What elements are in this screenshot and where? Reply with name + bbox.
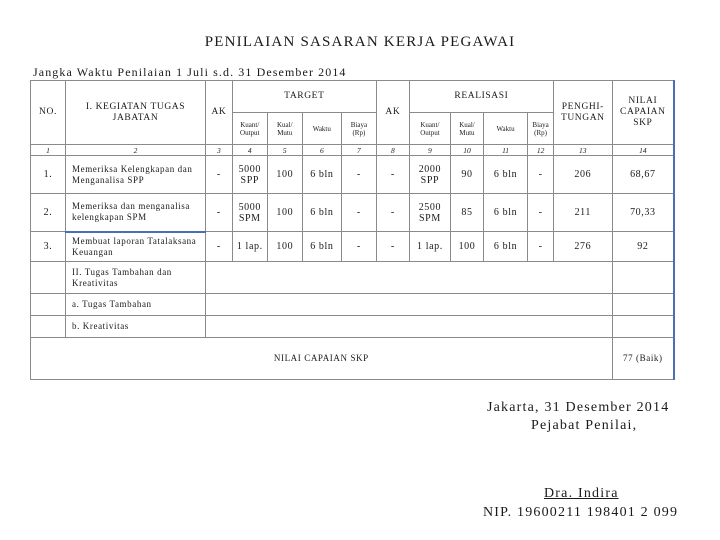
section2a-label: a. Tugas Tambahan <box>66 294 206 316</box>
header-row <box>31 81 675 113</box>
row-no: 1. <box>31 156 66 194</box>
row-target-waktu: 6 bln <box>302 232 341 262</box>
empty-cell <box>612 316 674 338</box>
row-no: 2. <box>31 194 66 232</box>
subheader-realisasi-waktu: Waktu <box>483 113 527 145</box>
header-no: NO. <box>31 81 66 145</box>
subheader-target-waktu: Waktu <box>302 113 341 145</box>
row-target-kual: 100 <box>267 194 302 232</box>
row-target-biaya: - <box>341 194 376 232</box>
signature-block <box>483 400 707 520</box>
row-nilai: 68,67 <box>612 156 674 194</box>
subheader-target-kuant: Kuant/ Output <box>232 113 267 145</box>
empty-cell <box>206 262 613 294</box>
col-number: 9 <box>409 145 450 156</box>
header-realisasi: REALISASI <box>409 81 553 113</box>
empty-cell <box>31 316 66 338</box>
row-realisasi-kual: 90 <box>451 156 484 194</box>
row-target-biaya: - <box>341 232 376 262</box>
header-activity: I. KEGIATAN TUGAS JABATAN <box>66 81 206 145</box>
section2a-row <box>31 294 675 316</box>
row-realisasi-kuant: 2500 SPM <box>409 194 450 232</box>
section2-row <box>31 262 675 294</box>
section2b-label: b. Kreativitas <box>66 316 206 338</box>
row-realisasi-kual: 100 <box>451 232 484 262</box>
section2b-row <box>31 316 675 338</box>
row-nilai: 70,33 <box>612 194 674 232</box>
row-ak: - <box>206 194 233 232</box>
row-realisasi-ak: - <box>376 232 409 262</box>
signature-name: Dra. Indira <box>544 486 619 501</box>
row-realisasi-waktu: 6 bln <box>483 156 527 194</box>
row-realisasi-biaya: - <box>528 232 554 262</box>
row-target-kuant: 5000 SPP <box>232 156 267 194</box>
subheader-target-biaya: Biaya (Rp) <box>341 113 376 145</box>
row-realisasi-ak: - <box>376 194 409 232</box>
signature-nip: NIP. 19600211 198401 2 099 <box>483 505 679 520</box>
header-nilai: NILAI CAPAIAN SKP <box>612 81 674 145</box>
col-number: 14 <box>612 145 674 156</box>
row-realisasi-kual: 85 <box>451 194 484 232</box>
row-activity: Memeriksa Kelengkapan dan Menganalisa SPP <box>66 156 206 194</box>
row-ak: - <box>206 232 233 262</box>
table-row <box>31 232 675 262</box>
signature-role: Pejabat Penilai, <box>531 418 638 433</box>
col-number: 6 <box>302 145 341 156</box>
empty-cell <box>206 316 613 338</box>
empty-cell <box>31 294 66 316</box>
row-target-waktu: 6 bln <box>302 156 341 194</box>
col-number: 2 <box>66 145 206 156</box>
skp-table <box>30 80 675 380</box>
summary-value: 77 (Baik) <box>612 338 674 380</box>
document-title: PENILAIAN SASARAN KERJA PEGAWAI <box>204 34 516 50</box>
col-number: 3 <box>206 145 233 156</box>
row-penghitungan: 206 <box>553 156 612 194</box>
row-realisasi-kuant: 1 lap. <box>409 232 450 262</box>
empty-cell <box>612 262 674 294</box>
row-ak: - <box>206 156 233 194</box>
col-number: 5 <box>267 145 302 156</box>
header-ak-realisasi: AK <box>376 81 409 145</box>
col-number: 7 <box>341 145 376 156</box>
column-number-row <box>31 145 675 156</box>
col-number: 1 <box>31 145 66 156</box>
row-target-kual: 100 <box>267 156 302 194</box>
row-target-kuant: 1 lap. <box>232 232 267 262</box>
col-number: 13 <box>553 145 612 156</box>
subheader-realisasi-kual: Kual/ Mutu <box>451 113 484 145</box>
assessment-period: Jangka Waktu Penilaian 1 Juli s.d. 31 Desember 2014 <box>33 65 347 79</box>
summary-row <box>31 338 675 380</box>
table-row <box>31 156 675 194</box>
row-target-kuant: 5000 SPM <box>232 194 267 232</box>
empty-cell <box>612 294 674 316</box>
row-target-biaya: - <box>341 156 376 194</box>
row-penghitungan: 276 <box>553 232 612 262</box>
row-realisasi-ak: - <box>376 156 409 194</box>
empty-cell <box>206 294 613 316</box>
header-penghitungan: PENGHI-TUNGAN <box>553 81 612 145</box>
subheader-target-kual: Kual/ Mutu <box>267 113 302 145</box>
summary-label: NILAI CAPAIAN SKP <box>31 338 613 380</box>
header-target: TARGET <box>232 81 376 113</box>
row-realisasi-waktu: 6 bln <box>483 194 527 232</box>
subheader-realisasi-biaya: Biaya (Rp) <box>528 113 554 145</box>
col-number: 11 <box>483 145 527 156</box>
row-realisasi-waktu: 6 bln <box>483 232 527 262</box>
col-number: 10 <box>451 145 484 156</box>
row-target-waktu: 6 bln <box>302 194 341 232</box>
table-row <box>31 194 675 232</box>
row-realisasi-kuant: 2000 SPP <box>409 156 450 194</box>
row-no: 3. <box>31 232 66 262</box>
section2-title: II. Tugas Tambahan dan Kreativitas <box>66 262 206 294</box>
row-target-kual: 100 <box>267 232 302 262</box>
col-number: 4 <box>232 145 267 156</box>
signature-place-date: Jakarta, 31 Desember 2014 <box>487 400 670 415</box>
row-activity: Membuat laporan Tatalaksana Keuangan <box>66 232 206 262</box>
row-nilai: 92 <box>612 232 674 262</box>
subheader-realisasi-kuant: Kuant/ Output <box>409 113 450 145</box>
header-ak-target: AK <box>206 81 233 145</box>
empty-cell <box>31 262 66 294</box>
row-realisasi-biaya: - <box>528 194 554 232</box>
row-penghitungan: 211 <box>553 194 612 232</box>
row-realisasi-biaya: - <box>528 156 554 194</box>
col-number: 8 <box>376 145 409 156</box>
col-number: 12 <box>528 145 554 156</box>
row-activity: Memeriksa dan menganalisa kelengkapan SPM <box>66 194 206 232</box>
